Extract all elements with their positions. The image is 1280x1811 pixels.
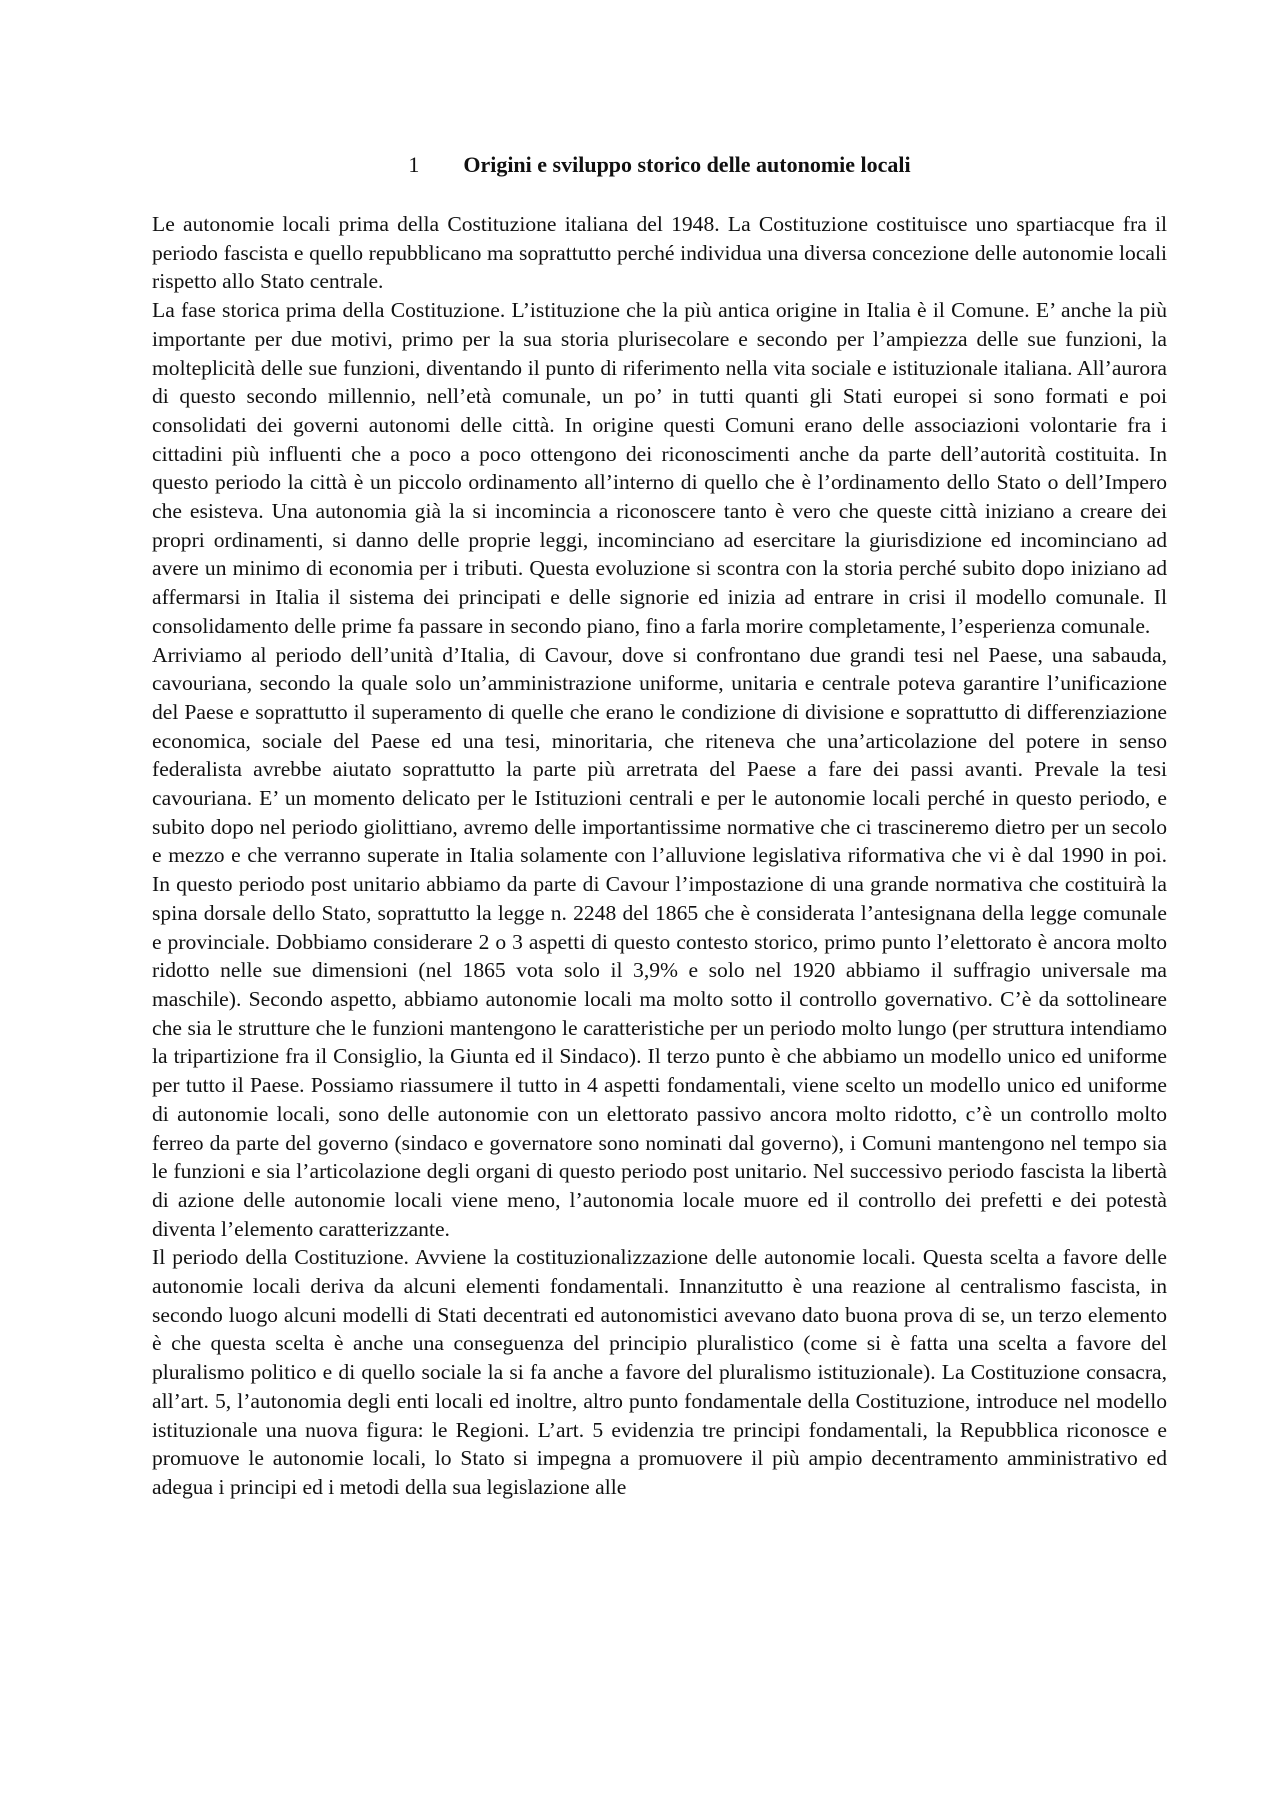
document-page [152,150,1167,1502]
paragraph: Il periodo della Costituzione. Avviene la costituzionalizzazione delle autonomie locali. Questa scelta a favore delle autonomie locali deriva da alcuni elementi fondamentali. Innanzitutto è una reazione al centralismo fascista, in secondo luogo alcuni modelli di Stati decentrati ed autonomistici avevano dato buona prova di se, un terzo elemento è che questa scelta è anche una conseguenza del principio pluralistico (come si è fatta una scelta a favore del pluralismo politico e di quello sociale la si fa anche a favore del pluralismo istituzionale). La Costituzione consacra, all’art. 5, l’autonomia degli enti locali ed inoltre, altro punto fondamentale della Costituzione, introduce nel modello istituzionale una nuova figura: le Regioni. L’art. 5 evidenzia tre principi fondamentali, la Repubblica riconosce e promuove le autonomie locali, lo Stato si impegna a promuovere il più ampio decentramento amministrativo ed adegua i principi ed i metodi della sua legislazione alle [152,1245,1167,1499]
paragraph: Arriviamo al periodo dell’unità d’Italia, di Cavour, dove si confrontano due grandi tesi nel Paese, una sabauda, cavouriana, secondo la quale solo un’amministrazione uniforme, unitaria e centrale poteva garantire l’unificazione del Paese e soprattutto il superamento di quelle che erano le condizione di divisione e soprattutto di differenziazione economica, sociale del Paese ed una tesi, minoritaria, che riteneva che una’articolazione del potere in senso federalista avrebbe aiutato soprattutto la parte più arretrata del Paese a fare dei passi avanti. Prevale la tesi cavouriana. E’ un momento delicato per le Istituzioni centrali e per le autonomie locali perché in questo periodo, e subito dopo nel periodo giolittiano, avremo delle importantissime normative che ci trascineremo dietro per un secolo e mezzo e che verranno superate in Italia solamente con l’alluvione legislativa riformativa che vi è dal 1990 in poi. In questo periodo post unitario abbiamo da parte di Cavour l’impostazione di una grande normativa che costituirà la spina dorsale dello Stato, soprattutto la legge n. 2248 del 1865 che è considerata l’antesignana della legge comunale e provinciale. Dobbiamo considerare 2 o 3 aspetti di questo contesto storico, primo punto l’elettorato è ancora molto ridotto nelle sue dimensioni (nel 1865 vota solo il 3,9% e solo nel 1920 abbiamo il suffragio universale ma maschile). Secondo aspetto, abbiamo autonomie locali ma molto sotto il controllo governativo. C’è da sottolineare che sia le strutture che le funzioni mantengono le caratteristiche per un periodo molto lungo (per struttura intendiamo la tripartizione fra il Consiglio, la Giunta ed il Sindaco). Il terzo punto è che abbiamo un modello unico ed uniforme per tutto il Paese. Possiamo riassumere il tutto in 4 aspetti fondamentali, viene scelto un modello unico ed uniforme di autonomie locali, sono delle autonomie con un elettorato passivo ancora molto ridotto, c’è un controllo molto ferreo da parte del governo (sindaco e governatore sono nominati dal governo), i Comuni mantengono nel tempo sia le funzioni e sia l’articolazione degli organi di questo periodo post unitario. Nel successivo periodo fascista la libertà di azione delle autonomie locali viene meno, l’autonomia locale muore ed il controllo dei prefetti e dei potestà diventa l’elemento caratterizzante. [152,642,1167,1241]
paragraph: Le autonomie locali prima della Costituzione italiana del 1948. La Costituzione costituisce uno spartiacque fra il periodo fascista e quello repubblicano ma soprattutto perché individua una diversa concezione delle autonomie locali rispetto allo Stato centrale. [152,212,1167,294]
body-text [152,210,1167,1502]
section-title: Origini e sviluppo storico delle autonomie locali [463,152,911,177]
paragraph: La fase storica prima della Costituzione. L’istituzione che la più antica origine in Italia è il Comune. E’ anche la più importante per due motivi, primo per la sua storia plurisecolare e secondo per l’ampiezza delle sue funzioni, la molteplicità delle sue funzioni, diventando il punto di riferimento nella vita sociale e istituzionale italiana. All’aurora di questo secondo millennio, nell’età comunale, un po’ in tutti quanti gli Stati europei si sono formati e poi consolidati dei governi autonomi delle città. In origine questi Comuni erano delle associazioni volontarie fra i cittadini più influenti che a poco a poco ottengono dei riconoscimenti anche da parte dell’autorità costituita. In questo periodo la città è un piccolo ordinamento all’interno di quello che è l’ordinamento dello Stato o dell’Impero che esisteva. Una autonomia già la si incomincia a riconoscere tanto è vero che queste città iniziano a creare dei propri ordinamenti, si danno delle proprie leggi, incominciano ad esercitare la giurisdizione ed incominciano ad avere un minimo di economia per i tributi. Questa evoluzione si scontra con la storia perché subito dopo iniziano ad affermarsi in Italia il sistema dei principati e delle signorie ed inizia ad entrare in crisi il modello comunale. Il consolidamento delle prime fa passare in secondo piano, fino a farla morire completamente, l’esperienza comunale. [152,298,1167,638]
section-heading [152,150,1167,180]
section-number: 1 [408,152,420,177]
